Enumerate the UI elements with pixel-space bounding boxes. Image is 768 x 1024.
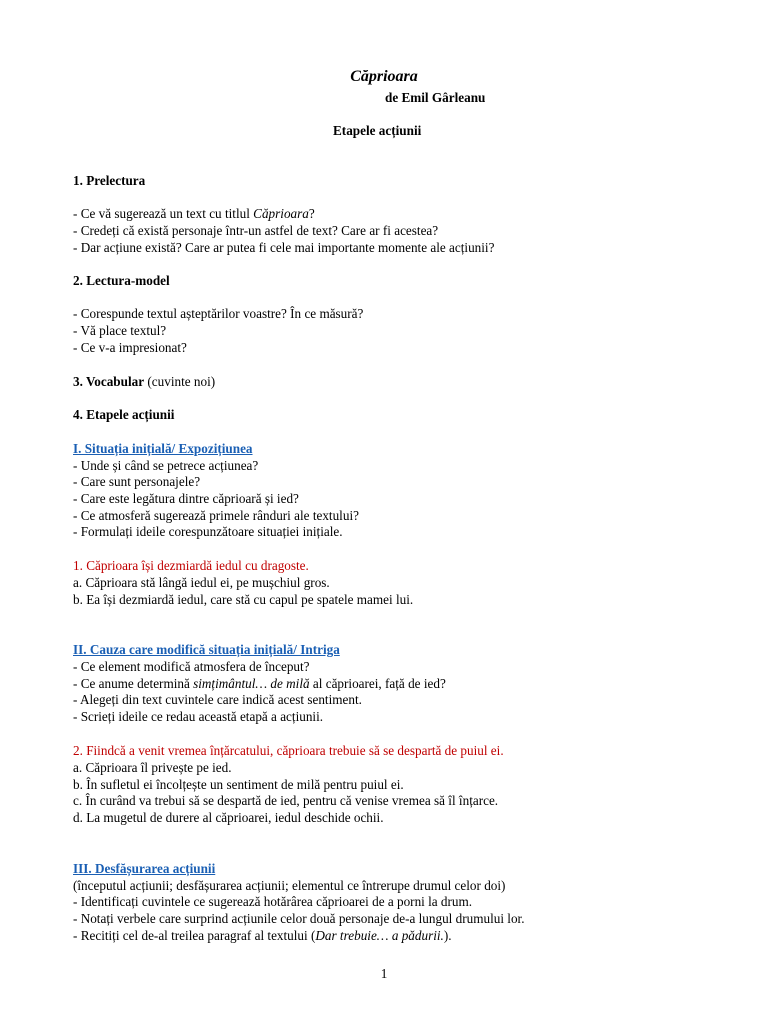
vocabular-note: (cuvinte noi): [144, 374, 216, 389]
lectura-question-3: - Ce v-a impresionat?: [73, 340, 187, 355]
stage-3-question-1: - Identificați cuvintele ce sugerează hotărârea căprioarei de a porni la drum.: [73, 894, 473, 909]
stage-2-main-idea: 2. Fiindcă a venit vremea înțărcatului, căprioara trebuie să se despartă de puiul ei.: [73, 743, 504, 758]
prelectura-question-1-text: - Ce vă sugerează un text cu titlul: [73, 206, 254, 221]
stage-1-heading: I. Situația inițială/ Expozițiunea: [73, 441, 253, 456]
lectura-question-1: - Corespunde textul așteptărilor voastre? În ce măsură?: [73, 306, 364, 321]
section-heading-etape: 4. Etapele acțiunii: [73, 407, 175, 422]
prelectura-question-1: [73, 206, 315, 222]
stage-1-question: - Care sunt personajele?: [73, 474, 201, 489]
stage-3-question-3-text: - Recitiți cel de-al treilea paragraf al textului (: [73, 928, 316, 943]
stage-2-question-3: - Alegeți din text cuvintele care indică acest sentiment.: [73, 692, 362, 707]
stage-1-sub-idea: b. Ea își dezmiardă iedul, care stă cu capul pe spatele mamei lui.: [73, 592, 414, 607]
document-author: de Emil Gârleanu: [385, 90, 486, 105]
stage-1-question: - Care este legătura dintre căprioară și ied?: [73, 491, 299, 506]
stage-2-sub-idea: d. La mugetul de durere al căprioarei, iedul deschide ochii.: [73, 810, 384, 825]
prelectura-question-2: - Credeți că există personaje într-un astfel de text? Care ar fi acestea?: [73, 223, 439, 238]
stage-2-question-2: [73, 676, 446, 692]
stage-2-heading: II. Cauza care modifică situația inițială/ Intriga: [73, 642, 340, 657]
prelectura-question-1-end: ?: [308, 206, 315, 221]
stage-3-question-3: [73, 928, 452, 944]
stage-3-question-3-end: ).: [443, 928, 452, 943]
stage-2-question-4: - Scrieți ideile ce redau această etapă a acțiunii.: [73, 709, 324, 724]
stage-1-main-idea: 1. Căprioara își dezmiardă iedul cu dragoste.: [73, 558, 309, 573]
lectura-question-2: - Vă place textul?: [73, 323, 167, 338]
stage-2-question-2-text: - Ce anume determină: [73, 676, 194, 691]
stage-3-question-2: - Notați verbele care surprind acțiunile celor două personaje de-a lungul drumului lor.: [73, 911, 525, 926]
prelectura-question-1-title: Căprioara: [253, 206, 309, 221]
section-heading-lectura: 2. Lectura-model: [73, 273, 170, 288]
stage-2-question-2-end: al căprioarei, față de ied?: [309, 676, 446, 691]
section-vocabular: [73, 374, 215, 390]
page-number: 1: [380, 966, 388, 981]
stage-2-sub-idea: b. În sufletul ei încolțește un sentiment de milă pentru puiul ei.: [73, 777, 404, 792]
stage-2-sub-idea: a. Căprioara îl privește pe ied.: [73, 760, 232, 775]
stage-3-heading: III. Desfășurarea acțiunii: [73, 861, 216, 876]
document-subtitle: Etapele acțiunii: [333, 123, 422, 138]
stage-1-sub-idea: a. Căprioara stă lângă iedul ei, pe mușchiul gros.: [73, 575, 330, 590]
stage-3-intro: (începutul acțiunii; desfășurarea acțiunii; elementul ce întrerupe drumul celor doi): [73, 878, 506, 893]
stage-2-question-1: - Ce element modifică atmosfera de început?: [73, 659, 310, 674]
section-heading-vocabular: 3. Vocabular: [73, 374, 145, 389]
stage-3-question-3-quote: Dar trebuie… a pădurii.: [315, 928, 444, 943]
section-heading-prelectura: 1. Prelectura: [73, 173, 146, 188]
stage-1-question: - Formulați ideile corespunzătoare situației inițiale.: [73, 524, 343, 539]
prelectura-question-3: - Dar acțiune există? Care ar putea fi cele mai importante momente ale acțiunii?: [73, 240, 495, 255]
stage-1-question: - Ce atmosferă sugerează primele rânduri ale textului?: [73, 508, 359, 523]
document-title: Căprioara: [350, 68, 418, 85]
stage-1-question: - Unde și când se petrece acțiunea?: [73, 458, 259, 473]
stage-2-question-2-quote: simțimântul… de milă: [193, 676, 310, 691]
stage-2-sub-idea: c. În curând va trebui să se despartă de ied, pentru că venise vremea să îl înțarce.: [73, 793, 499, 808]
